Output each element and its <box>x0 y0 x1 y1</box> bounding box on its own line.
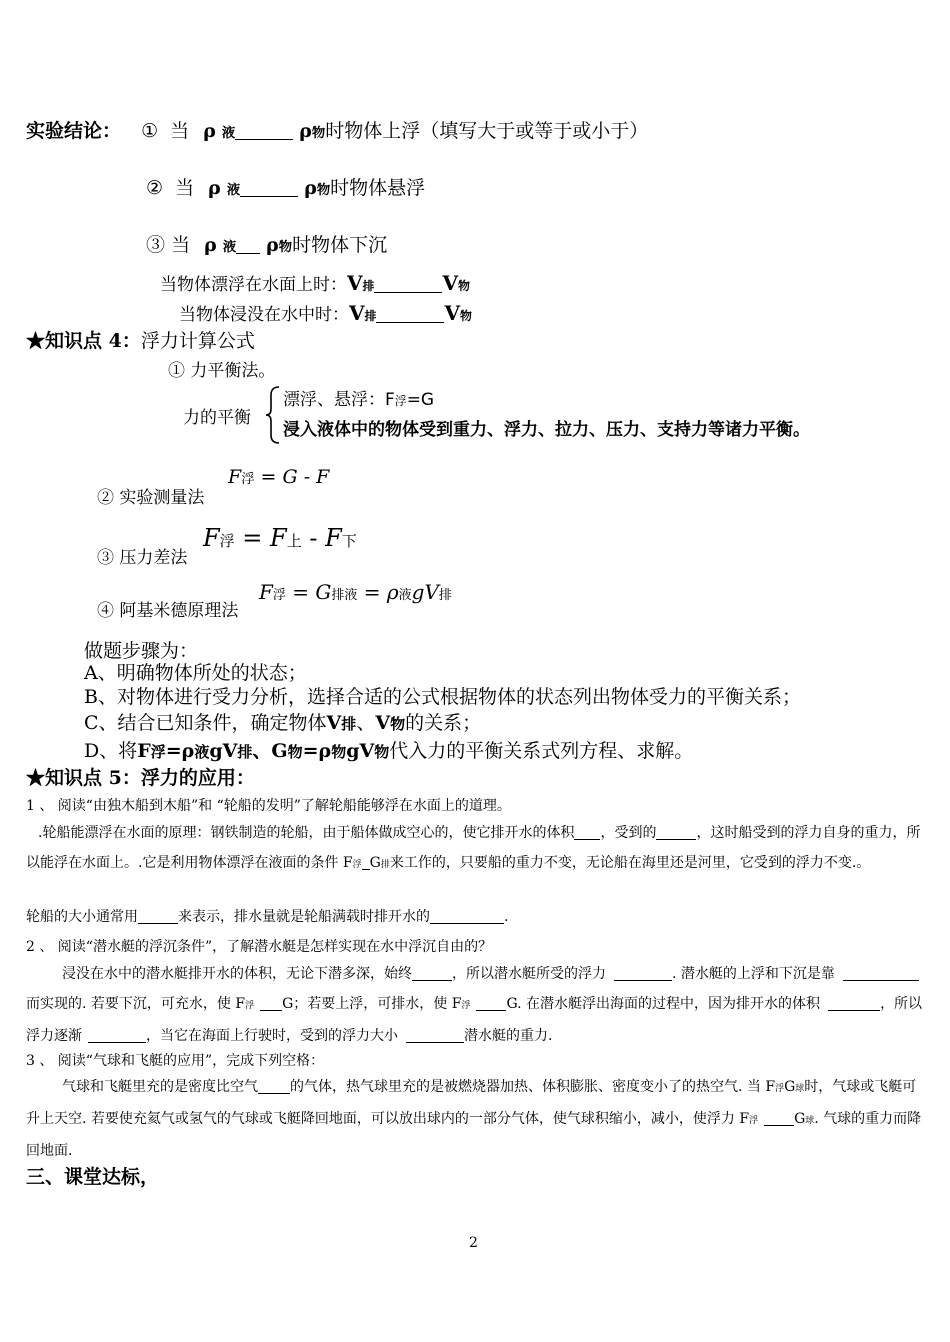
formula-F: F <box>270 524 287 552</box>
ship-text: 来工作的，只要船的重力不变，无论船在海里还是河里，它受到的浮力不变.。 <box>389 855 871 871</box>
method-2 <box>97 483 204 508</box>
balloon-paragraph <box>26 1072 926 1166</box>
formula-sub: 浮 <box>241 472 255 487</box>
blank <box>828 996 880 1011</box>
experiment-conclusion-3 <box>146 230 387 257</box>
formula-eq: =ρ <box>302 740 332 762</box>
blank <box>138 909 178 924</box>
formula-F: F <box>259 580 273 604</box>
volume-symbol: V <box>375 712 391 734</box>
immersed-volume-line <box>179 300 472 325</box>
ship-paragraph <box>26 818 926 880</box>
when-text: 当 <box>170 120 190 142</box>
formula-eq: = <box>357 580 387 604</box>
blank <box>236 234 260 254</box>
blank <box>260 996 282 1011</box>
balance-line-1-end: =G <box>406 390 435 410</box>
object-sub: 物 <box>457 279 470 293</box>
ball-sub: 球 <box>795 1084 805 1094</box>
buoyancy-sub: 浮 <box>150 743 166 761</box>
balance-line-1 <box>283 385 434 410</box>
formula-eq: =ρ <box>165 740 195 762</box>
blank <box>476 996 506 1011</box>
displacement-text: . <box>504 909 509 925</box>
section-3-heading: 三、课堂达标， <box>26 1166 160 1188</box>
object-sub: 物 <box>311 126 326 141</box>
formula-sub: 下 <box>341 532 357 550</box>
volume-symbol: V <box>326 712 342 734</box>
displacement-text: 轮船的大小通常用 <box>26 909 138 925</box>
blank <box>843 966 919 981</box>
submarine-text: G；若要上浮，可排水，使 F <box>282 996 462 1012</box>
formula-rho: ρ <box>386 580 399 604</box>
formula-G: G <box>271 740 288 762</box>
when-text: 当 <box>171 234 191 256</box>
method-3-label: ③ 压力差法 <box>97 548 188 568</box>
kp4-subtitle: 浮力计算公式 <box>140 330 255 352</box>
blank <box>258 1079 290 1094</box>
formula-sub: 浮 <box>219 532 235 550</box>
step-c <box>84 708 481 735</box>
buoyancy-sub: 浮 <box>394 394 407 408</box>
step-c-post: 的关系； <box>405 712 482 734</box>
balloon-text: 的气体，热气球里充的是被燃烧器加热、体积膨胀、密度变小了的热空气. 当 F <box>290 1079 776 1095</box>
buoyancy-sub: 浮 <box>245 1001 255 1011</box>
submarine-text: ，所以浮力逐渐 <box>26 996 923 1044</box>
conclusion-text: 时物体悬浮 <box>330 177 426 199</box>
rho-symbol: ρ <box>266 234 279 256</box>
blank <box>614 966 672 981</box>
separator: 、 <box>252 740 272 762</box>
volume-symbol: V <box>442 271 458 295</box>
object-sub: 物 <box>331 743 347 761</box>
volume-symbol: V <box>347 271 363 295</box>
separator: 、 <box>356 712 376 734</box>
balloon-text: G <box>784 1079 796 1095</box>
steps-intro: 做题步骤为： <box>84 640 199 662</box>
blank <box>656 825 696 840</box>
blank <box>406 1028 464 1043</box>
ball-sub: 球 <box>805 1116 815 1126</box>
rho-symbol: ρ <box>299 120 312 142</box>
force-balance-box <box>183 383 883 449</box>
object-sub: 物 <box>316 183 331 198</box>
object-sub: 物 <box>278 240 293 255</box>
rho-symbol: ρ <box>204 234 217 256</box>
liquid-sub: 液 <box>222 240 237 255</box>
formula-sub: 液 <box>398 588 412 603</box>
liquid-sub: 液 <box>194 743 210 761</box>
object-sub: 物 <box>374 743 390 761</box>
buoyancy-sub: 浮 <box>775 1084 785 1094</box>
formula-sub: 浮 <box>272 588 286 603</box>
brace-icon <box>265 385 281 445</box>
step-d-pre: D、将 <box>84 740 138 762</box>
step-d <box>84 736 693 763</box>
step-b: B、对物体进行受力分析，选择合适的公式根据物体的状态列出物体受力的平衡关系； <box>84 686 801 708</box>
method-2-label: ② 实验测量法 <box>97 488 205 508</box>
formula-F: F <box>325 524 342 552</box>
formula-minus: - <box>301 524 326 552</box>
formula-archimedes <box>259 580 452 604</box>
rho-symbol: ρ <box>304 177 317 199</box>
blank <box>88 1028 146 1043</box>
formula-F: F <box>137 740 151 762</box>
displaced-sub: 排 <box>364 309 377 323</box>
balance-line-1-text: 漂浮、悬浮：F <box>283 390 395 410</box>
displacement-text: 来表示，排水量就是轮船满载时排开水的 <box>178 909 430 925</box>
volume-symbol: V <box>349 301 365 325</box>
kp5-heading <box>26 763 255 790</box>
formula-measure <box>228 466 329 488</box>
formula-gV: gV <box>411 580 439 604</box>
liquid-sub: 液 <box>221 126 236 141</box>
submarine-paragraph <box>26 959 926 1051</box>
ship-text: ，受到的 <box>600 825 657 841</box>
kp4-heading <box>26 326 255 353</box>
submarine-text: 潜水艇的重力. <box>464 1028 553 1044</box>
page-number: 2 <box>469 1235 478 1251</box>
submarine-text: ，当它在海面上行驶时，受到的浮力大小 <box>146 1028 398 1044</box>
step-d-post: 代入力的平衡关系式列方程、求解。 <box>389 740 694 762</box>
step-c-pre: C、结合已知条件，确定物体 <box>84 712 327 734</box>
blank <box>412 966 452 981</box>
circle-num-1: ① <box>141 120 159 142</box>
item-3: 3 、 阅读“气球和飞艇的应用”，完成下列空格： <box>26 1053 325 1069</box>
liquid-sub: 液 <box>226 183 241 198</box>
balloon-text: 气球和飞艇里充的是密度比空气 <box>62 1079 258 1095</box>
blank <box>362 855 370 870</box>
balloon-text: . 气球的重力而降回地面. <box>26 1111 922 1159</box>
balance-line-2: 浸入液体中的物体受到重力、浮力、拉力、压力、支持力等诸力平衡。 <box>283 420 810 440</box>
method-3 <box>97 543 187 568</box>
experiment-conclusion-2 <box>146 173 425 200</box>
float-volume-line <box>160 270 470 295</box>
blank <box>764 1111 794 1126</box>
formula-eq: = <box>234 524 271 552</box>
blank <box>574 825 600 840</box>
formula-pressure <box>203 524 357 552</box>
formula-eq: = <box>285 580 316 604</box>
formula-F: F <box>203 524 220 552</box>
displaced-sub: 排 <box>380 860 390 870</box>
formula-gV: gV <box>346 740 375 762</box>
displacement-line <box>26 906 508 926</box>
displaced-sub: 排 <box>237 743 253 761</box>
circle-num-2: ② <box>146 177 164 199</box>
submarine-text: . 潜水艇的上浮和下沉是靠 <box>672 966 835 982</box>
formula-sub: 排液 <box>331 588 358 603</box>
volume-symbol: V <box>444 301 460 325</box>
conclusion-text: 时物体上浮（填写大于或等于或小于） <box>325 120 649 142</box>
rho-symbol: ρ <box>208 177 221 199</box>
displaced-sub: 排 <box>362 279 375 293</box>
circle-num-3: ③ <box>146 234 166 256</box>
float-text: 当物体漂浮在水面上时： <box>160 275 347 295</box>
submarine-text: 浸没在水中的潜水艇排开水的体积，无论下潜多深，始终 <box>62 966 412 982</box>
displaced-sub: 排 <box>341 715 357 733</box>
method-1: ① 力平衡法。 <box>168 361 276 381</box>
star-icon: ★ <box>26 767 46 789</box>
method-4 <box>97 596 238 621</box>
blank <box>374 275 442 293</box>
item-1: 1 、 阅读“由独木船到木船”和 “轮船的发明”了解轮船能够浮在水面上的道理。 <box>26 798 511 814</box>
ship-text: ，这时船受到的浮力自身的重力，所以能浮在水面上。.它是利用物体漂浮在液面的条件 F <box>26 825 921 871</box>
blank <box>430 909 504 924</box>
rho-symbol: ρ <box>203 120 216 142</box>
formula-sub: 排 <box>438 588 452 603</box>
formula-G: G <box>315 580 332 604</box>
blank <box>235 120 293 140</box>
balloon-text: 时，气球或飞艇可升上天空. 若要使充氦气或氢气的气球或飞艇降回地面，可以放出球内的一部分气体，使气球积缩小，减小，使浮力 F <box>26 1079 917 1127</box>
conclusion-text: 时物体下沉 <box>292 234 388 256</box>
object-sub: 物 <box>459 309 472 323</box>
immersed-text: 当物体浸没在水中时： <box>179 305 349 325</box>
buoyancy-sub: 浮 <box>461 1001 471 1011</box>
buoyancy-sub: 浮 <box>352 860 362 870</box>
object-sub: 物 <box>287 743 303 761</box>
kp4-title: 知识点 4： <box>45 330 141 352</box>
formula-rest: = G - F <box>254 466 330 488</box>
ship-text: .轮船能漂浮在水面的原理：钢铁制造的轮船，由于船体做成空心的，使它排开水的体积 <box>38 825 575 841</box>
ship-text: G <box>369 855 381 871</box>
balance-label: 力的平衡 <box>183 408 251 428</box>
step-a: A、明确物体所处的状态； <box>84 662 307 684</box>
submarine-text: G. 在潜水艇浮出海面的过程中，因为排开水的体积 <box>506 996 821 1012</box>
when-text: 当 <box>175 177 195 199</box>
formula-sub: 上 <box>286 532 302 550</box>
balloon-text: G <box>794 1111 806 1127</box>
kp5-title: 知识点 5：浮力的应用： <box>45 767 255 789</box>
blank <box>376 305 444 323</box>
formula-gV: gV <box>209 740 238 762</box>
method-4-label: ④ 阿基米德原理法 <box>97 601 239 621</box>
submarine-text: 而实现的. 若要下沉，可充水，使 F <box>26 996 246 1012</box>
blank <box>240 177 298 197</box>
experiment-label: 实验结论： <box>26 120 122 142</box>
experiment-conclusion-1 <box>26 116 648 143</box>
submarine-text: ，所以潜水艇所受的浮力 <box>452 966 606 982</box>
formula-F: F <box>228 466 242 488</box>
star-icon: ★ <box>26 330 46 352</box>
buoyancy-sub: 浮 <box>749 1116 759 1126</box>
object-sub: 物 <box>390 715 406 733</box>
item-2: 2 、 阅读“潜水艇的浮沉条件”，了解潜水艇是怎样实现在水中浮沉自由的？ <box>26 939 493 955</box>
